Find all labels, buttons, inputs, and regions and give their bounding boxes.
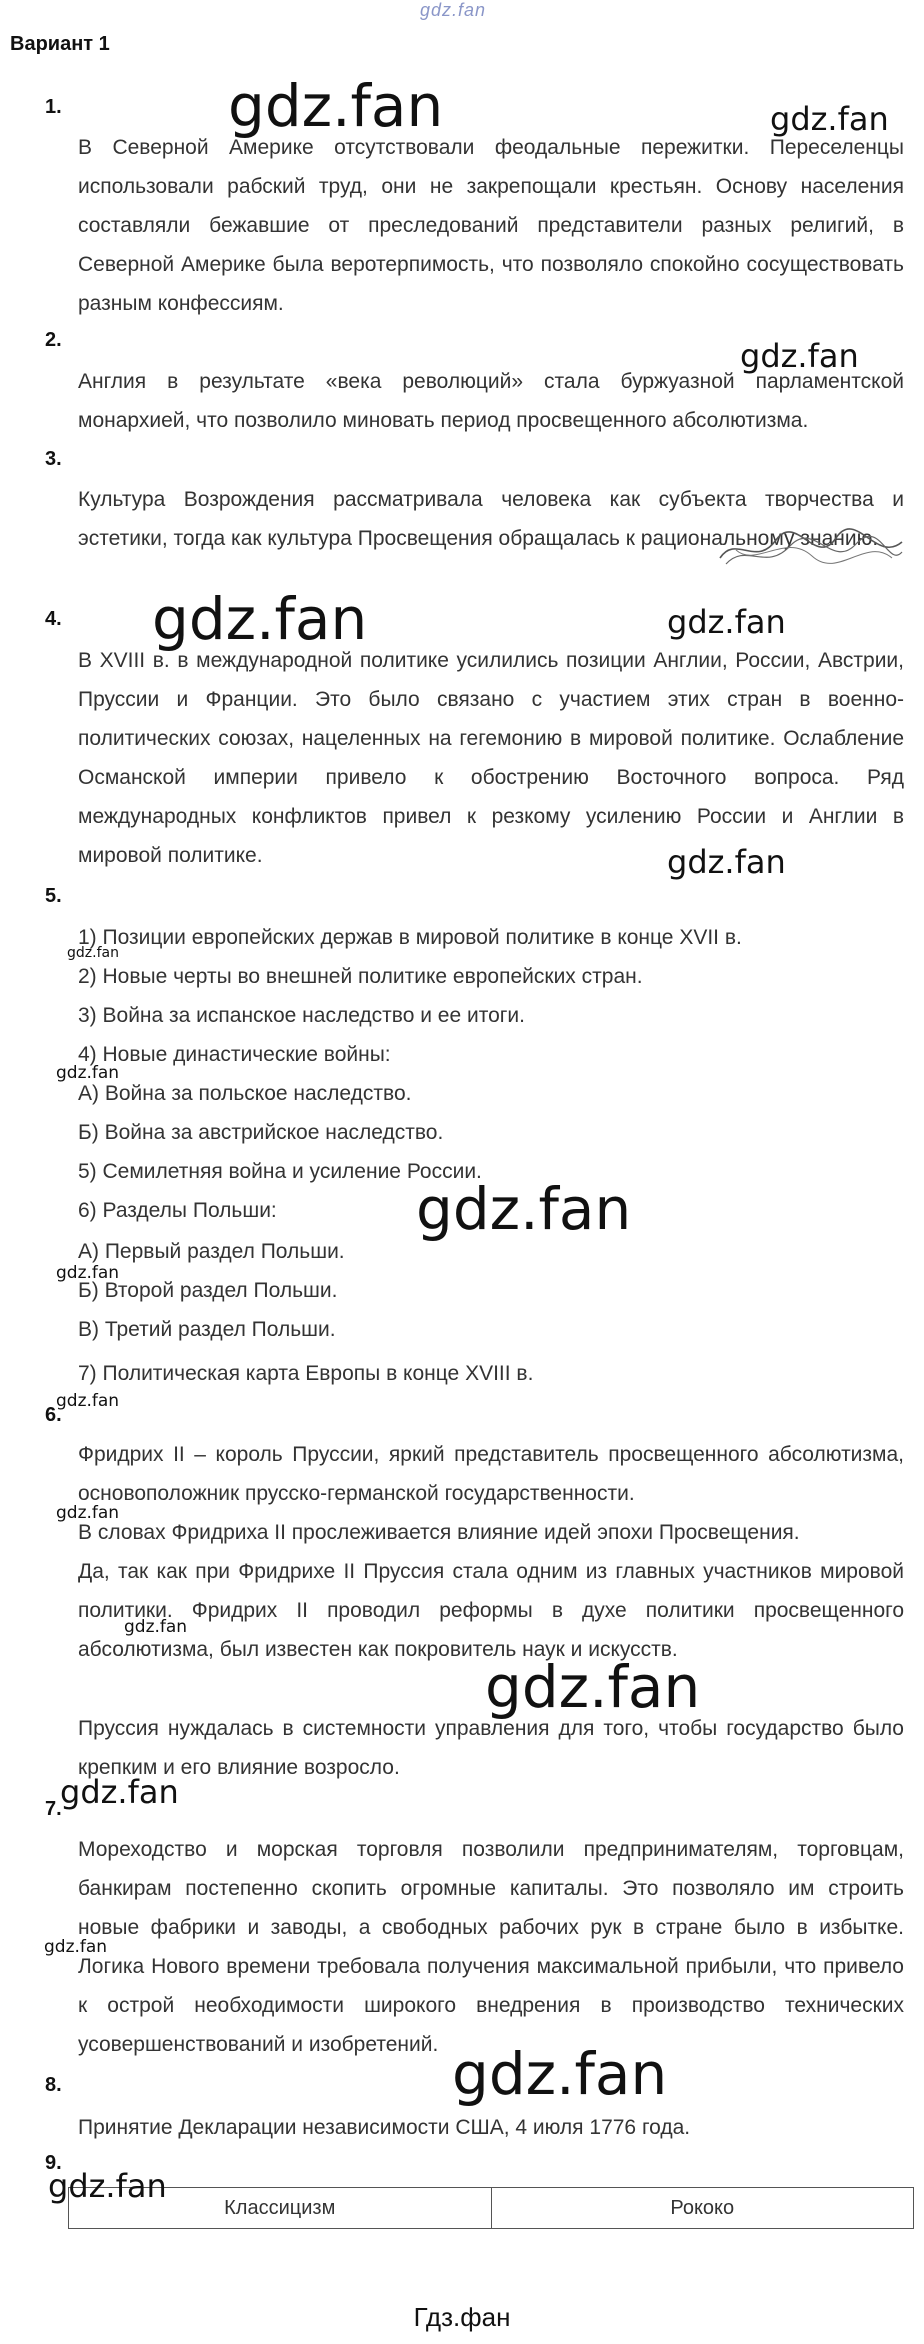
styles-table bbox=[68, 2187, 914, 2229]
plan-item: 6) Разделы Польши: bbox=[78, 1199, 277, 1222]
plan-item: Б) Второй раздел Польши. bbox=[78, 1279, 338, 1302]
answer-number-3: 3. bbox=[45, 448, 62, 470]
plan-item: Б) Война за австрийское наследство. bbox=[78, 1121, 444, 1144]
plan-item: А) Война за польское наследство. bbox=[78, 1082, 412, 1105]
watermark: gdz.fan bbox=[56, 1391, 120, 1411]
plan-item: 5) Семилетняя война и усиление России. bbox=[78, 1160, 482, 1183]
answer-6-paragraph-4: Пруссия нуждалась в системности управления для того, чтобы государство было крепким и его влияние возросло. bbox=[78, 1717, 904, 1779]
watermark: gdz.fan bbox=[228, 72, 444, 140]
watermark: gdz.fan bbox=[667, 603, 786, 641]
watermark: gdz.fan bbox=[485, 1653, 701, 1721]
answer-1-text: В Северной Америке отсутствовали феодальные пережитки. Переселенцы использовали рабский труд, они не закрепощали крестьян. Основу населения составляли бежавшие от преследований представители разных религий, в Северной Америке была веротерпимость, что позволяло спокойно сосуществовать разным конфессиям. bbox=[78, 136, 904, 315]
table-header-cell: Классицизм bbox=[69, 2188, 492, 2229]
watermark: gdz.fan bbox=[48, 2167, 167, 2205]
plan-item: В) Третий раздел Польши. bbox=[78, 1318, 336, 1341]
watermark: gdz.fan bbox=[667, 843, 786, 881]
watermark: gdz.fan bbox=[740, 337, 859, 375]
watermark: gdz.fan bbox=[152, 585, 368, 653]
watermark: gdz.fan bbox=[452, 2040, 668, 2108]
table-header-row bbox=[69, 2188, 914, 2229]
plan-item: 1) Позиции европейских держав в мировой политике в конце XVII в. bbox=[78, 926, 742, 949]
answer-number-1: 1. bbox=[45, 96, 62, 118]
footer-watermark: Гдз.фан bbox=[413, 2302, 511, 2332]
answer-3-text: Культура Возрождения рассматривала человека как субъекта творчества и эстетики, тогда как культура Просвещения обращалась к рациональному знанию. bbox=[78, 488, 904, 550]
watermark: gdz.fan bbox=[770, 100, 889, 138]
watermark: gdz.fan bbox=[44, 1937, 108, 1957]
plan-item: 3) Война за испанское наследство и ее итоги. bbox=[78, 1004, 525, 1027]
watermark: gdz.fan bbox=[56, 1063, 120, 1083]
answer-6-paragraph-1: Фридрих II – король Пруссии, яркий представитель просвещенного абсолютизма, основоположник прусско-германской государственности. bbox=[78, 1443, 904, 1505]
scribble-mark bbox=[716, 528, 906, 572]
answer-2-text: Англия в результате «века революций» стала буржуазной парламентской монархией, что позволило миновать период просвещенного абсолютизма. bbox=[78, 370, 904, 432]
answer-number-4: 4. bbox=[45, 608, 62, 630]
answer-number-8: 8. bbox=[45, 2074, 62, 2096]
watermark: gdz.fan bbox=[56, 1503, 120, 1523]
answer-4-text: В XVIII в. в международной политике усилились позиции Англии, России, Австрии, Пруссии и Франции. Это было связано с участием этих стран в военно-политических союзах, нацеленных на гегемонию в мировой политике. Ослабление Османской империи привело к обострению Восточного вопроса. Ряд международных конфликтов привел к резкому усилению России и Англии в мировой политике. bbox=[78, 649, 904, 867]
watermark: gdz.fan bbox=[124, 1617, 188, 1637]
watermark: gdz.fan bbox=[60, 1773, 179, 1811]
table-header-cell: Рококо bbox=[491, 2188, 914, 2229]
answer-number-6: 6. bbox=[45, 1404, 62, 1426]
answer-number-2: 2. bbox=[45, 329, 62, 351]
answer-8-text: Принятие Декларации независимости США, 4 июля 1776 года. bbox=[78, 2116, 691, 2139]
plan-item: А) Первый раздел Польши. bbox=[78, 1240, 345, 1263]
page-title: Вариант 1 bbox=[10, 33, 110, 55]
watermark: gdz.fan bbox=[67, 945, 119, 961]
answer-6-paragraph-3: Да, так как при Фридрихе II Пруссия стала одним из главных участников мировой политики. Фридрих II проводил реформы в духе политики просвещенного абсолютизма, был известен как покровитель наук и искусств. bbox=[78, 1560, 904, 1661]
answer-6-paragraph-2: В словах Фридриха II прослеживается влияние идей эпохи Просвещения. bbox=[78, 1521, 800, 1544]
answer-7-text: Мореходство и морская торговля позволили предпринимателям, торговцам, банкирам постепенно скопить огромные капиталы. Это позволяло им строить новые фабрики и заводы, а свободных рабочих рук в стране было в избытке. Логика Нового времени требовала получения максимальной прибыли, что привело к острой необходимости широкого внедрения в производство технических усовершенствований и изобретений. bbox=[78, 1838, 904, 2056]
plan-item: 7) Политическая карта Европы в конце XVIII в. bbox=[78, 1362, 534, 1385]
top-watermark: gdz.fan bbox=[420, 0, 487, 20]
answer-number-9: 9. bbox=[45, 2152, 62, 2174]
plan-item: 4) Новые династические войны: bbox=[78, 1043, 391, 1066]
answer-number-7: 7. bbox=[45, 1798, 62, 1820]
watermark: gdz.fan bbox=[56, 1263, 120, 1283]
answer-number-5: 5. bbox=[45, 885, 62, 907]
plan-item: 2) Новые черты во внешней политике европейских стран. bbox=[78, 965, 643, 988]
watermark: gdz.fan bbox=[416, 1175, 632, 1243]
